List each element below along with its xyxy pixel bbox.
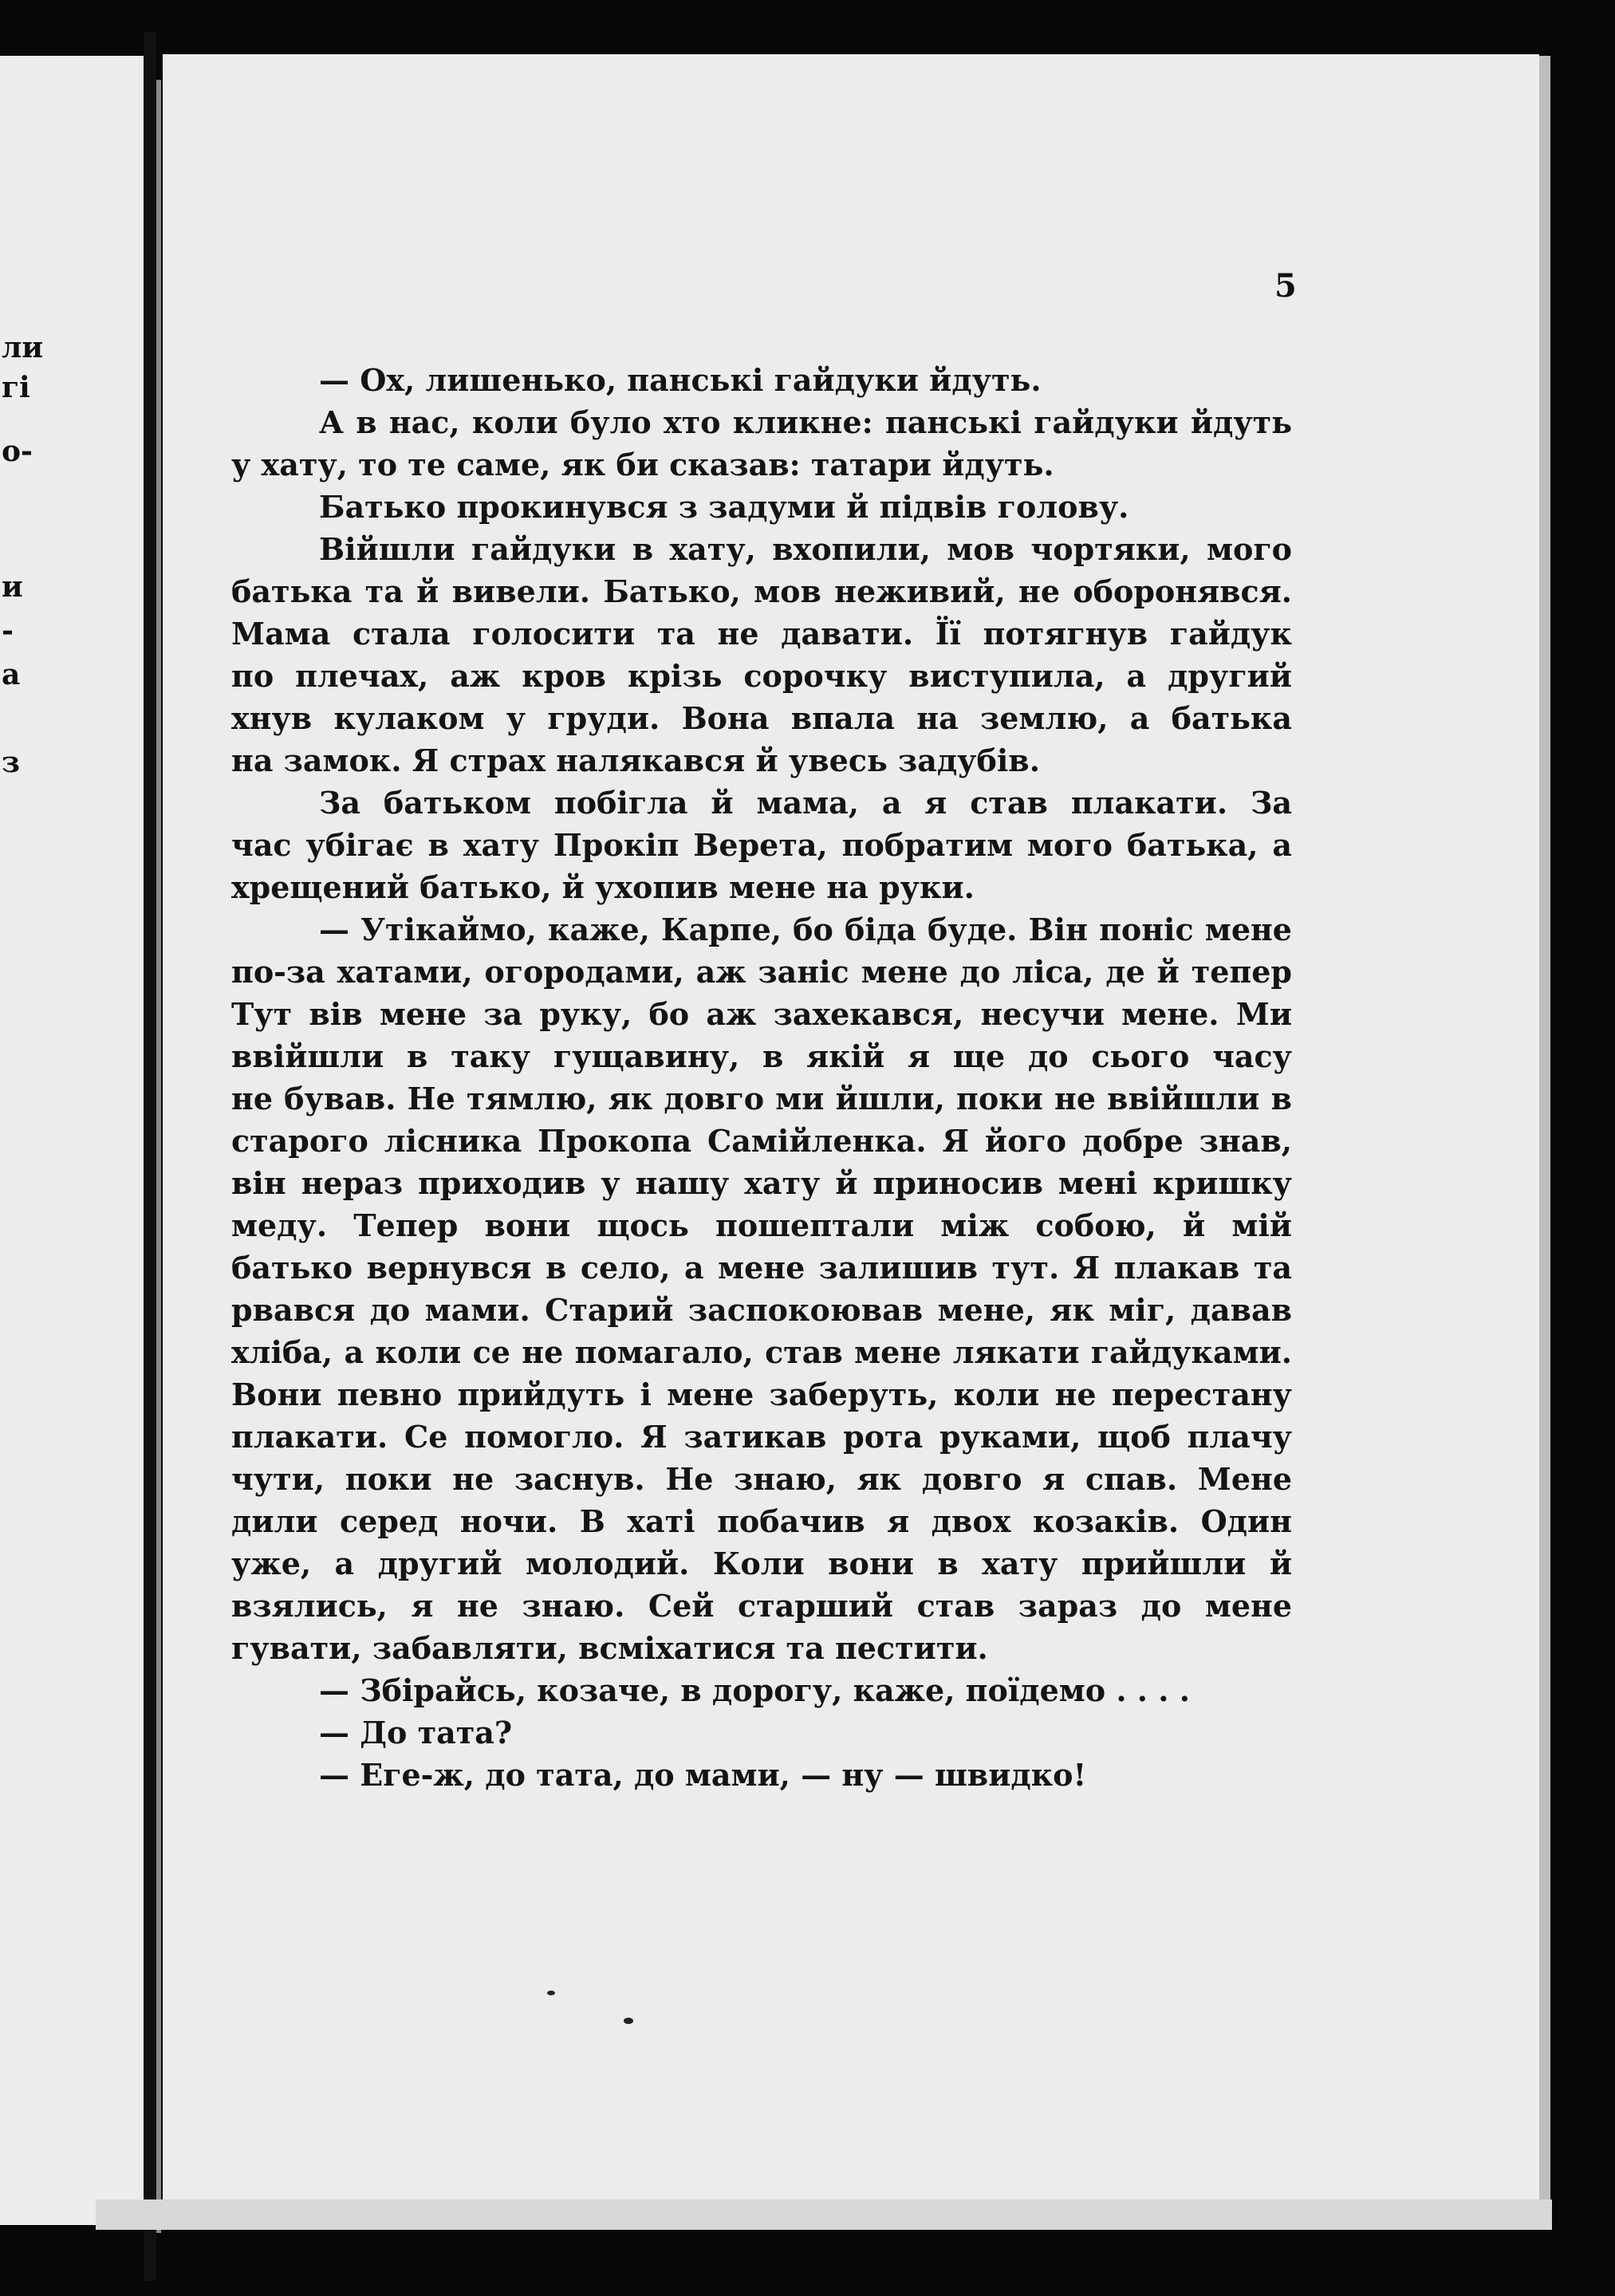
text-line: гувати, забавляти, всміхатися та пестити. (231, 1630, 988, 1666)
body-text (231, 359, 1292, 1796)
text-line: Батько прокинувся з задуми й підвів голову. (319, 489, 1129, 525)
page-number: 5 (1274, 267, 1297, 305)
text-line: За батьком побігла й мама, а я став плакати. За (319, 785, 1292, 821)
page-bottom-edge (96, 2200, 1552, 2230)
page-edge (1539, 56, 1550, 2201)
text-line: Вони певно прийдуть і мене заберуть, коли не перестану (231, 1376, 1292, 1412)
text-line: А в нас, коли було хто кликне: панські гайдуки йдуть (319, 404, 1292, 440)
text-line: — Утікаймо, каже, Карпе, бо біда буде. Він поніс мене (319, 912, 1292, 947)
text-line: час убігає в хату Прокіп Верета, побратим мого батька, а (231, 827, 1292, 863)
prev-fragment: ли (2, 331, 44, 364)
text-line: — Збірайсь, козаче, в дорогу, каже, поїдемо . . . . (319, 1672, 1190, 1708)
prev-fragment: з (2, 746, 20, 779)
text-line: Війшли гайдуки в хату, вхопили, мов чортяки, мого (319, 531, 1292, 567)
text-line: меду. Тепер вони щось пошептали між собою, й мій (231, 1207, 1292, 1243)
prev-fragment: - (2, 614, 14, 648)
text-line: по-за хатами, огородами, аж заніс мене до ліса, де й тепер (231, 954, 1292, 990)
prev-fragment: а (2, 658, 21, 691)
text-line: рвався до мами. Старий заспокоював мене, як міг, давав (231, 1292, 1292, 1328)
text-line: — Еге-ж, до тата, до мами, — ну — швидко! (319, 1757, 1087, 1793)
text-line: чути, поки не заснув. Не знаю, як довго я спав. Мене (231, 1461, 1292, 1497)
text-line: — До тата? (319, 1715, 513, 1751)
book-gutter (144, 32, 156, 2281)
prev-fragment: и (2, 570, 23, 604)
text-line: на замок. Я страх налякався й увесь задубів. (231, 742, 1040, 778)
text-line: хрещений батько, й ухопив мене на руки. (231, 869, 975, 905)
text-line: батько вернувся в село, а мене залишив тут. Я плакав та (231, 1250, 1292, 1286)
text-line: Мама стала голосити та не давати. Її потягнув гайдук (231, 616, 1292, 652)
text-line: уже, а другий молодий. Коли вони в хату прийшли й (231, 1546, 1292, 1581)
text-line: батька та й вивели. Батько, мов неживий, не оборонявся. (231, 573, 1292, 609)
text-line: ввійшли в таку гущавину, в якій я ще до сього часу (231, 1038, 1292, 1074)
text-line: плакати. Се помогло. Я затикав рота руками, щоб плачу (231, 1419, 1292, 1455)
text-line: Тут вів мене за руку, бо аж захекався, несучи мене. Ми (231, 996, 1292, 1032)
text-line: не бував. Не тямлю, як довго ми йшли, поки не ввійшли в (231, 1081, 1292, 1116)
text-line: хнув кулаком у груди. Вона впала на землю, а батька (231, 700, 1292, 736)
text-line: взялись, я не знаю. Сей старший став зараз до мене (231, 1588, 1292, 1624)
text-line: — Ох, лишенько, панські гайдуки йдуть. (319, 362, 1042, 398)
text-line: хліба, а коли се не помагало, став мене лякати гайдуками. (231, 1334, 1292, 1370)
text-line: старого лісника Прокопа Самійленка. Я його добре знав, (231, 1123, 1292, 1159)
book-gutter-shadow (156, 80, 161, 2233)
prev-fragment: о- (2, 435, 33, 468)
prev-fragment: гі (2, 371, 30, 404)
text-line: дили серед ночи. В хаті побачив я двох козаків. Один (231, 1503, 1292, 1539)
print-specks (547, 1991, 643, 2038)
text-line: по плечах, аж кров крізь сорочку виступила, а другий (231, 658, 1292, 694)
text-line: у хату, то те саме, як би сказав: татари йдуть. (231, 447, 1054, 482)
text-line: він нераз приходив у нашу хату й приносив мені кришку (231, 1165, 1292, 1201)
